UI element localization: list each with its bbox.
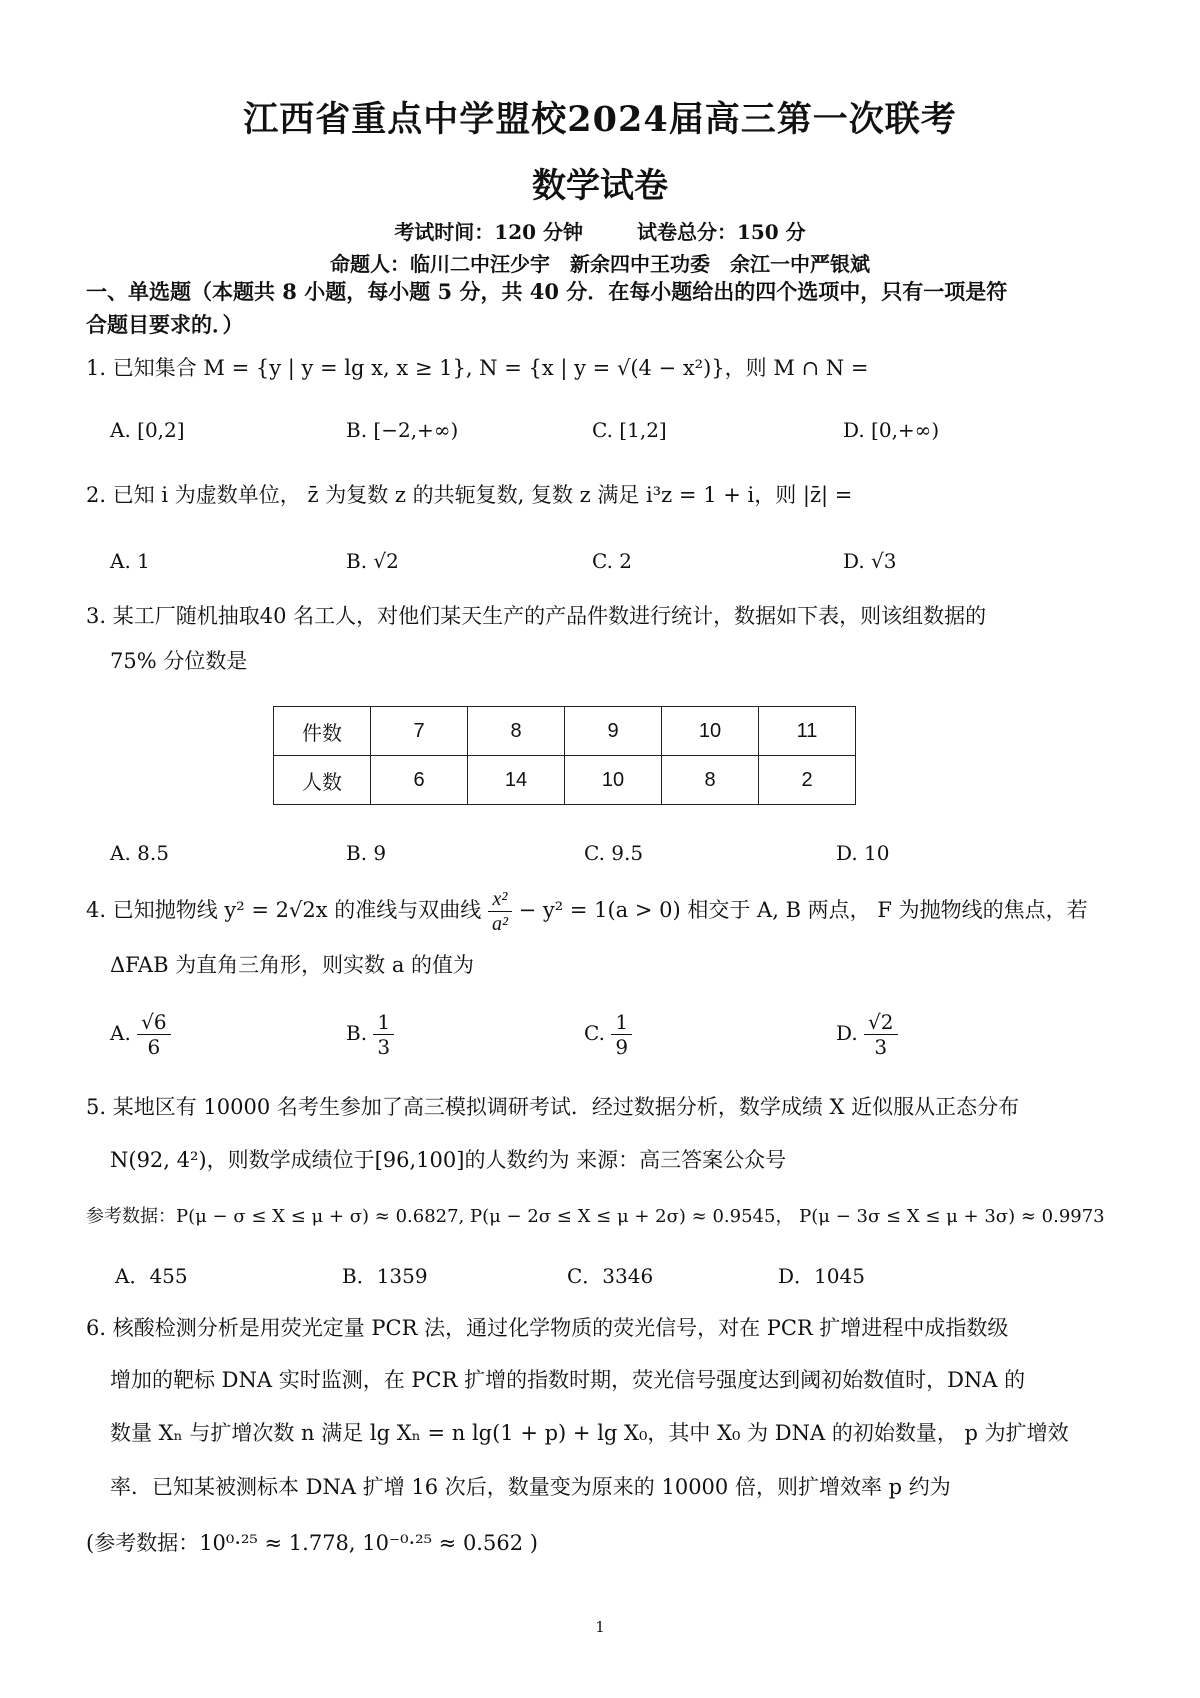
table-row	[274, 756, 856, 805]
section-heading-line2: 合题目要求的．）	[86, 312, 244, 337]
question-1-text: 1. 已知集合 M = {y | y = lg x, x ≥ 1}, N = {x | y = √(4 − x²)}，则 M ∩ N =	[86, 356, 869, 380]
question-3-text-line2: 75% 分位数是	[110, 649, 248, 673]
table-cell: 11	[759, 707, 856, 756]
fraction-numerator: 1	[611, 1010, 632, 1035]
table-cell: 件数	[274, 707, 371, 756]
table-cell: 人数	[274, 756, 371, 805]
question-6-text-line2: 增加的靶标 DNA 实时监测，在 PCR 扩增的指数时期，荧光信号强度达到阈初始数值时，DNA 的	[110, 1368, 1026, 1392]
question-3-option-d: D. 10	[836, 841, 890, 865]
fraction-denominator: 9	[615, 1035, 629, 1059]
table-cell: 8	[468, 707, 565, 756]
question-1-option-a: A. [0,2]	[110, 418, 185, 442]
question-4-text-b: − y² = 1(a > 0) 相交于 A, B 两点， F 为抛物线的焦点，若	[518, 898, 1088, 922]
exam-info	[0, 216, 1200, 245]
question-6-text-line3: 数量 Xₙ 与扩增次数 n 满足 lg Xₙ = n lg(1 + p) + lg X₀，其中 X₀ 为 DNA 的初始数量， p 为扩增效	[110, 1421, 1069, 1445]
question-2-option-a: A. 1	[110, 549, 150, 573]
question-4-option-b	[346, 1010, 394, 1059]
question-5-option-d: D．1045	[778, 1264, 865, 1288]
hyperbola-fraction	[488, 887, 512, 936]
option-label: B.	[346, 1021, 368, 1045]
question-2-text: 2. 已知 i 为虚数单位， z̄ 为复数 z 的共轭复数, 复数 z 满足 i³z = 1 + i，则 |z̄| =	[86, 483, 853, 507]
exam-authors: 命题人：临川二中汪少宇 新余四中王功委 余江一中严银斌	[330, 252, 870, 276]
fraction-numerator: 1	[373, 1010, 394, 1035]
question-1-option-b: B. [−2,+∞)	[346, 418, 459, 442]
fraction-numerator: √6	[137, 1010, 170, 1035]
fraction-numerator: √2	[864, 1010, 897, 1035]
exam-time: 考试时间：120 分钟	[394, 220, 584, 244]
option-label: C.	[584, 1021, 605, 1045]
exam-subtitle: 数学试卷	[532, 166, 668, 206]
section-heading	[86, 275, 1126, 341]
question-5-text-line1: 5. 某地区有 10000 名考生参加了高三模拟调研考试．经过数据分析，数学成绩 X 近似服从正态分布	[86, 1095, 1020, 1119]
option-label: D.	[836, 1021, 858, 1045]
fraction-denominator: a²	[491, 913, 508, 935]
question-6-reference: (参考数据：10⁰·²⁵ ≈ 1.778, 10⁻⁰·²⁵ ≈ 0.562 )	[86, 1531, 538, 1555]
question-2-option-c: C. 2	[592, 549, 633, 573]
table-cell: 10	[565, 756, 662, 805]
question-5-text-line2: N(92, 4²)，则数学成绩位于[96,100]的人数约为 来源：高三答案公众号	[110, 1148, 787, 1172]
question-4-text-line1	[86, 886, 1126, 936]
question-3-option-c: C. 9.5	[584, 841, 644, 865]
table-row	[274, 707, 856, 756]
table-cell: 6	[371, 756, 468, 805]
question-3-text-line1: 3. 某工厂随机抽取40 名工人，对他们某天生产的产品件数进行统计，数据如下表，则该组数据的	[86, 604, 987, 628]
question-5-option-a: A．455	[115, 1264, 188, 1288]
fraction-denominator: 6	[147, 1035, 161, 1059]
table-cell: 2	[759, 756, 856, 805]
question-5-reference: 参考数据：P(μ − σ ≤ X ≤ μ + σ) ≈ 0.6827, P(μ − 2σ ≤ X ≤ μ + 2σ) ≈ 0.9545， P(μ − 3σ ≤ X ≤ μ + 3σ) ≈ 0.9973	[86, 1206, 1105, 1227]
option-fraction	[137, 1010, 170, 1059]
question-3-option-b: B. 9	[346, 841, 387, 865]
option-fraction	[611, 1010, 632, 1059]
question-4-option-d	[836, 1010, 898, 1059]
total-score: 试卷总分：150 分	[636, 220, 806, 244]
page-number: 1	[595, 1618, 605, 1636]
question-2-option-b: B. √2	[346, 549, 399, 573]
question-6-text-line1: 6. 核酸检测分析是用荧光定量 PCR 法，通过化学物质的荧光信号，对在 PCR 扩增进程中成指数级	[86, 1316, 1009, 1340]
fraction-numerator: x²	[488, 887, 512, 912]
data-table	[273, 706, 856, 805]
table-cell: 14	[468, 756, 565, 805]
option-label: A.	[110, 1021, 131, 1045]
table-cell: 8	[662, 756, 759, 805]
table-cell: 7	[371, 707, 468, 756]
table-cell: 10	[662, 707, 759, 756]
option-fraction	[864, 1010, 897, 1059]
question-4-option-a	[110, 1010, 171, 1059]
question-1-option-c: C. [1,2]	[592, 418, 667, 442]
section-heading-line1: 一、单选题（本题共 8 小题，每小题 5 分，共 40 分．在每小题给出的四个选项中，只有一项是符	[86, 279, 1008, 304]
exam-title: 江西省重点中学盟校2024届高三第一次联考	[243, 99, 957, 140]
table-cell: 9	[565, 707, 662, 756]
question-4-option-c	[584, 1010, 632, 1059]
question-5-option-c: C．3346	[567, 1264, 654, 1288]
question-5-option-b: B．1359	[342, 1264, 428, 1288]
question-4-text-a: 4. 已知抛物线 y² = 2√2x 的准线与双曲线	[86, 898, 482, 922]
question-6-text-line4: 率．已知某被测标本 DNA 扩增 16 次后，数量变为原来的 10000 倍，则扩增效率 p 约为	[110, 1475, 951, 1499]
option-fraction	[373, 1010, 394, 1059]
question-4-text-line2: ΔFAB 为直角三角形，则实数 a 的值为	[110, 953, 475, 977]
question-3-option-a: A. 8.5	[110, 841, 169, 865]
fraction-denominator: 3	[874, 1035, 888, 1059]
question-1-option-d: D. [0,+∞)	[843, 418, 940, 442]
fraction-denominator: 3	[377, 1035, 391, 1059]
question-2-option-d: D. √3	[843, 549, 897, 573]
